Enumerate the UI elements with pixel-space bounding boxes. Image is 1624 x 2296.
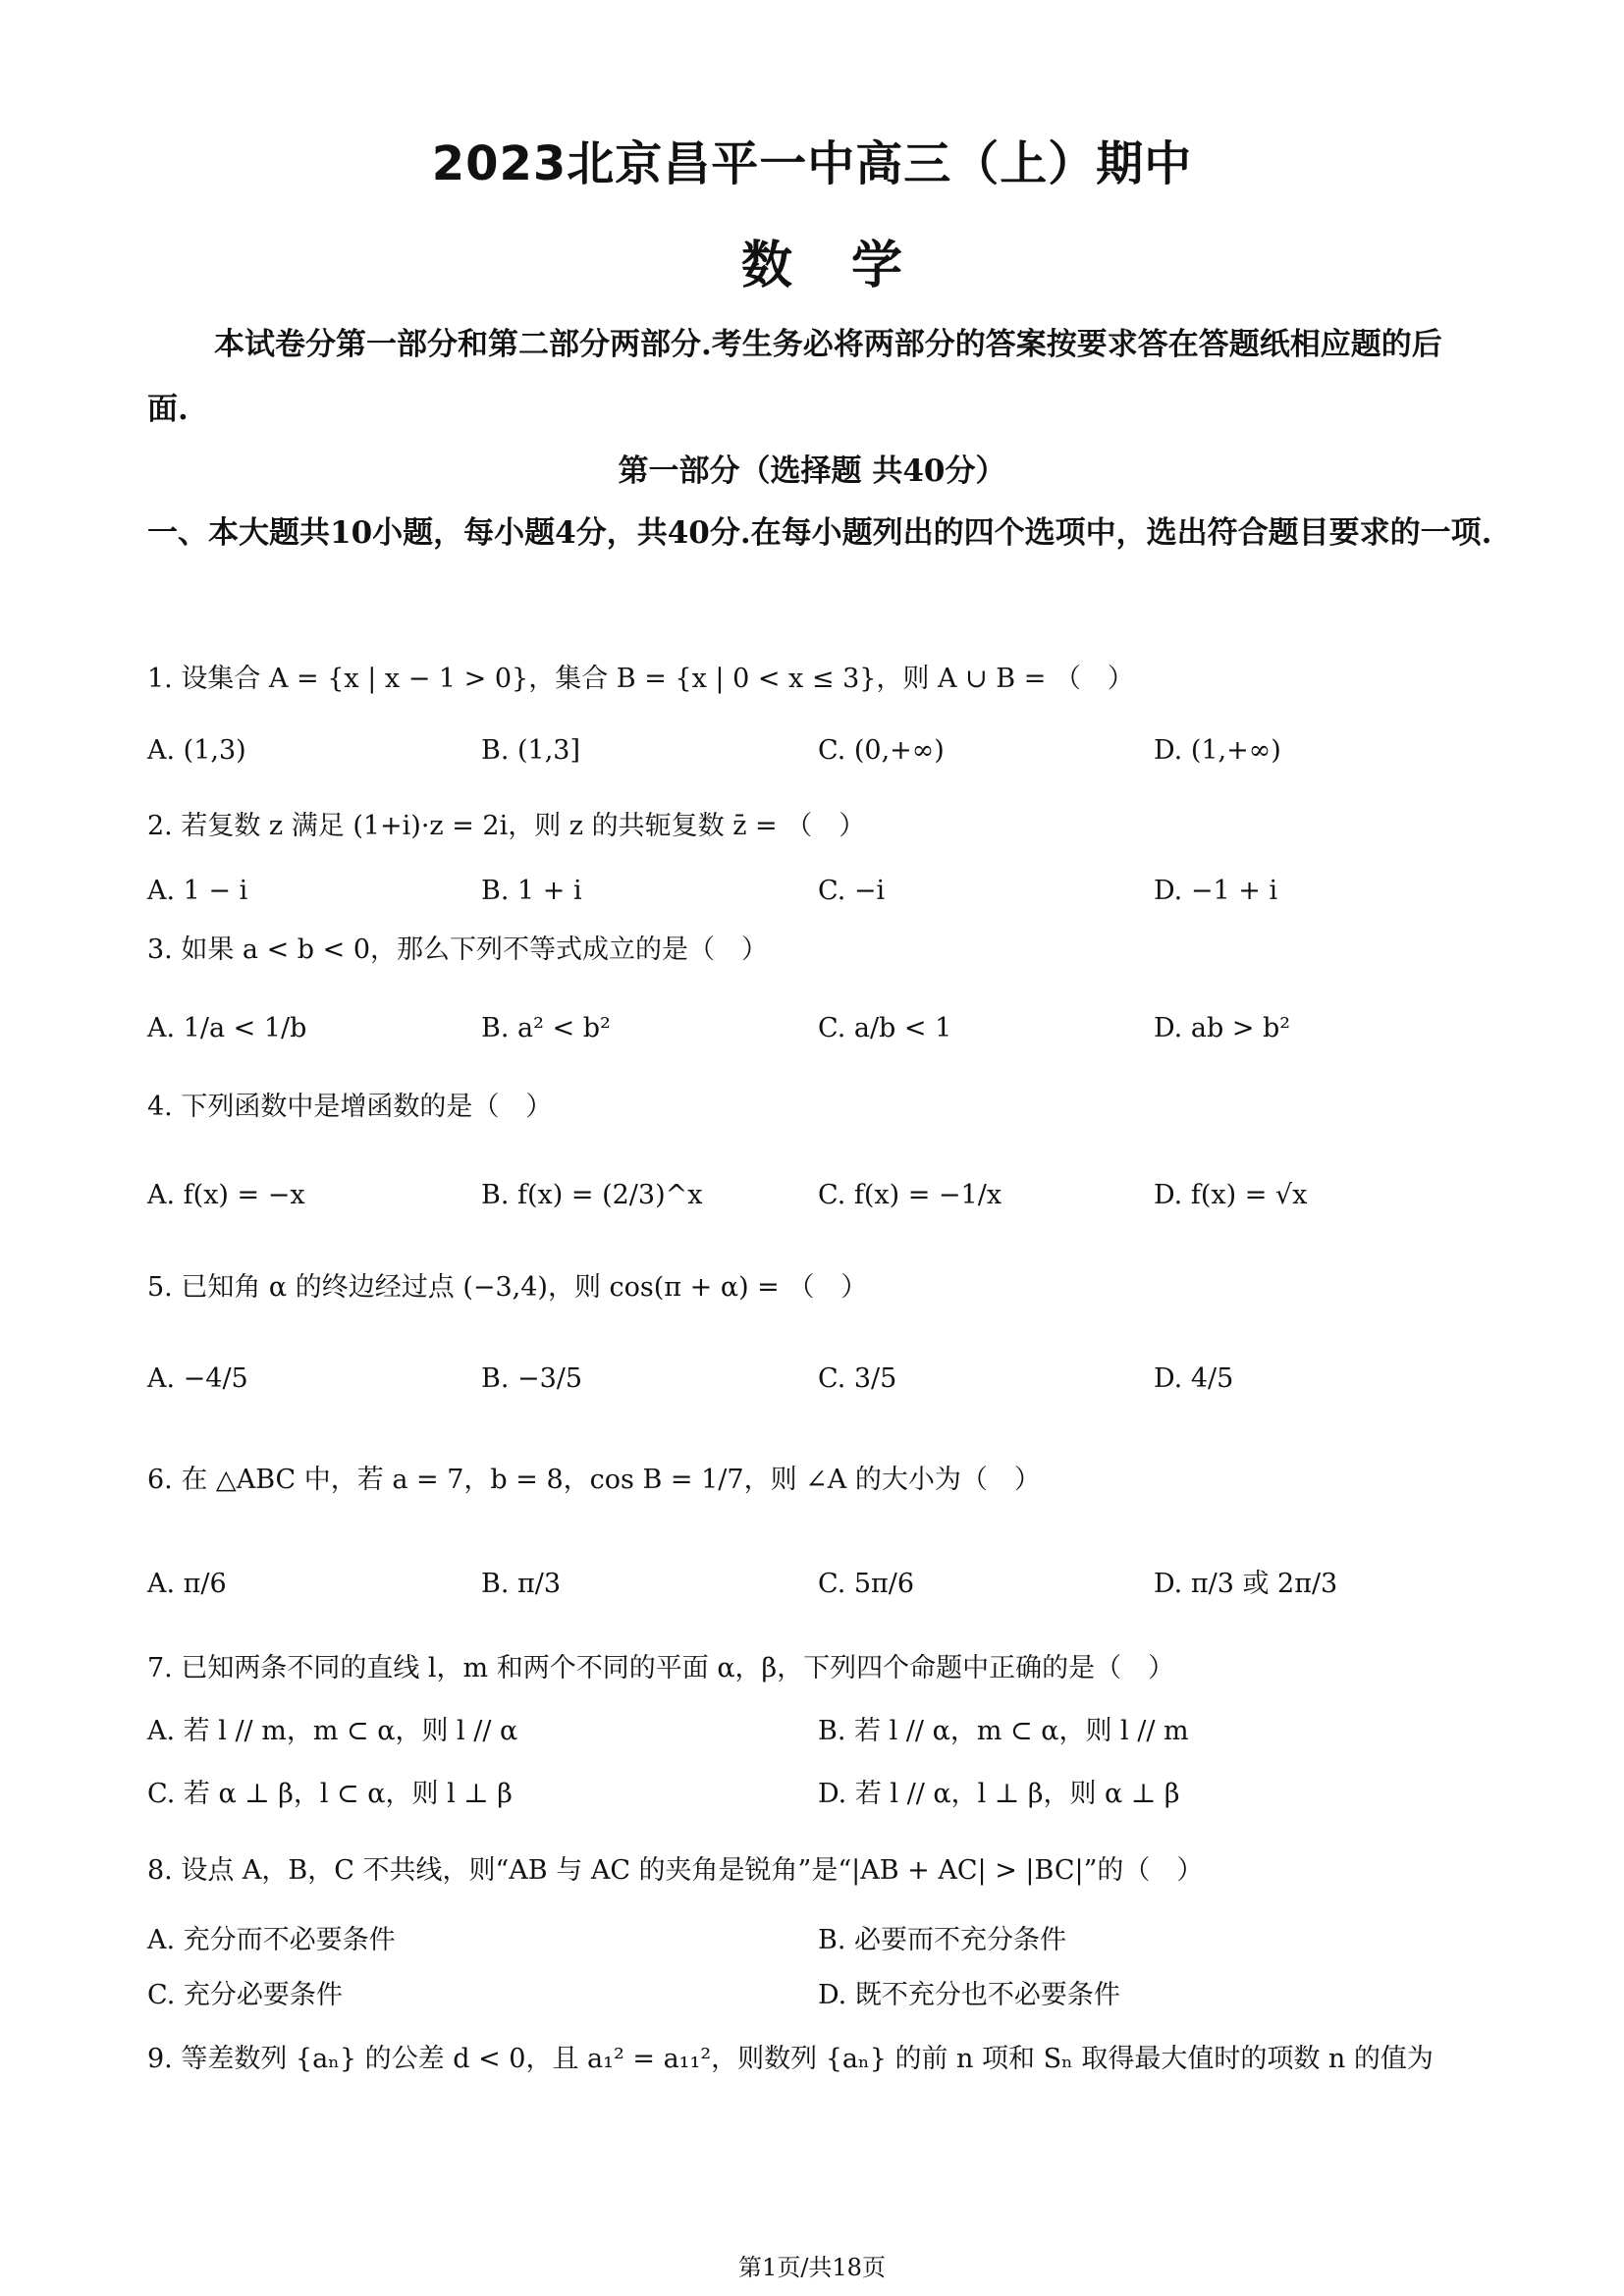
- question-1-option-b: B. (1,3]: [481, 735, 581, 766]
- question-8-stem: 8. 设点 A，B，C 不共线，则“AB 与 AC 的夹角是锐角”是“|AB + AC| > |BC|”的（ ）: [147, 1855, 1204, 1886]
- question-1-option-d: D. (1,+∞): [1154, 735, 1281, 766]
- part-heading: 第一部分（选择题 共40分）: [618, 454, 1006, 489]
- question-4-option-b: B. f(x) = (2/3)^x: [481, 1180, 703, 1210]
- question-7-options-row1: [147, 1712, 1522, 1757]
- question-4-options: [147, 1176, 1522, 1235]
- question-5-option-a: A. −4/5: [147, 1363, 248, 1394]
- question-3-option-c: C. a/b < 1: [818, 1013, 952, 1043]
- question-4-option-a: A. f(x) = −x: [147, 1180, 305, 1210]
- question-7-options-row2: [147, 1775, 1522, 1820]
- question-7-option-a: A. 若 l // m，m ⊂ α，则 l // α: [147, 1716, 518, 1746]
- question-1-option-c: C. (0,+∞): [818, 735, 945, 766]
- question-1-option-a: A. (1,3): [147, 735, 246, 766]
- question-5-option-b: B. −3/5: [481, 1363, 583, 1394]
- question-6-options: [147, 1565, 1522, 1624]
- question-4-stem: 4. 下列函数中是增函数的是（ ）: [147, 1092, 553, 1122]
- question-1-options: [147, 731, 1522, 776]
- question-2-option-d: D. −1 + i: [1154, 876, 1278, 906]
- question-5-option-c: C. 3/5: [818, 1363, 897, 1394]
- question-2-options: [147, 872, 1522, 917]
- question-3-option-b: B. a² < b²: [481, 1013, 611, 1043]
- question-5-option-d: D. 4/5: [1154, 1363, 1234, 1394]
- question-4-option-d: D. f(x) = √x: [1154, 1180, 1308, 1210]
- question-8-option-c: C. 充分必要条件: [147, 1980, 343, 2010]
- exam-instructions: 本试卷分第一部分和第二部分两部分.考生务必将两部分的答案按要求答在答题纸相应题的后面.: [147, 327, 1442, 427]
- subject-title: 数学: [740, 237, 961, 295]
- question-3-option-a: A. 1/a < 1/b: [147, 1013, 307, 1043]
- question-5-stem: 5. 已知角 α 的终边经过点 (−3,4)，则 cos(π + α) = （ ）: [147, 1272, 868, 1303]
- question-1-stem: 1. 设集合 A = {x | x − 1 > 0}，集合 B = {x | 0 < x ≤ 3}，则 A ∪ B = （ ）: [147, 664, 1134, 694]
- question-7-option-d: D. 若 l // α，l ⊥ β，则 α ⊥ β: [818, 1779, 1180, 1809]
- question-6-stem: 6. 在 △ABC 中，若 a = 7，b = 8，cos B = 1/7，则 ∠A 的大小为（ ）: [147, 1465, 1041, 1495]
- question-5-options: [147, 1360, 1522, 1418]
- question-7-stem: 7. 已知两条不同的直线 l，m 和两个不同的平面 α，β，下列四个命题中正确的是（ ）: [147, 1653, 1175, 1683]
- question-2-option-b: B. 1 + i: [481, 876, 582, 906]
- question-6-option-a: A. π/6: [147, 1569, 227, 1599]
- question-7-option-b: B. 若 l // α，m ⊂ α，则 l // m: [818, 1716, 1189, 1746]
- question-8-options-row2: [147, 1976, 1522, 2021]
- question-3-stem: 3. 如果 a < b < 0，那么下列不等式成立的是（ ）: [147, 934, 769, 965]
- question-6-option-b: B. π/3: [481, 1569, 562, 1599]
- question-9-stem: 9. 等差数列 {aₙ} 的公差 d < 0，且 a₁² = a₁₁²，则数列 {aₙ} 的前 n 项和 Sₙ 取得最大值时的项数 n 的值为: [147, 2044, 1434, 2074]
- question-2-option-c: C. −i: [818, 876, 886, 906]
- question-8-option-d: D. 既不充分也不必要条件: [818, 1980, 1120, 2010]
- question-8-options-row1: [147, 1921, 1522, 1966]
- question-7-option-c: C. 若 α ⊥ β，l ⊂ α，则 l ⊥ β: [147, 1779, 513, 1809]
- question-3-option-d: D. ab > b²: [1154, 1013, 1291, 1043]
- question-8-option-b: B. 必要而不充分条件: [818, 1925, 1067, 1955]
- question-6-option-c: C. 5π/6: [818, 1569, 915, 1599]
- question-3-options: [147, 1009, 1522, 1068]
- section-heading: 一、本大题共10小题，每小题4分，共40分.在每小题列出的四个选项中，选出符合题目要求的一项.: [147, 515, 1492, 551]
- question-2-stem: 2. 若复数 z 满足 (1+i)·z = 2i，则 z 的共轭复数 z̄ = （ ）: [147, 811, 866, 841]
- question-8-option-a: A. 充分而不必要条件: [147, 1925, 396, 1955]
- question-2-option-a: A. 1 − i: [147, 876, 248, 906]
- question-4-option-c: C. f(x) = −1/x: [818, 1180, 1002, 1210]
- page-number: 第1页/共18页: [738, 2254, 886, 2281]
- question-6-option-d: D. π/3 或 2π/3: [1154, 1569, 1338, 1599]
- exam-title: 2023北京昌平一中高三（上）期中: [431, 136, 1193, 191]
